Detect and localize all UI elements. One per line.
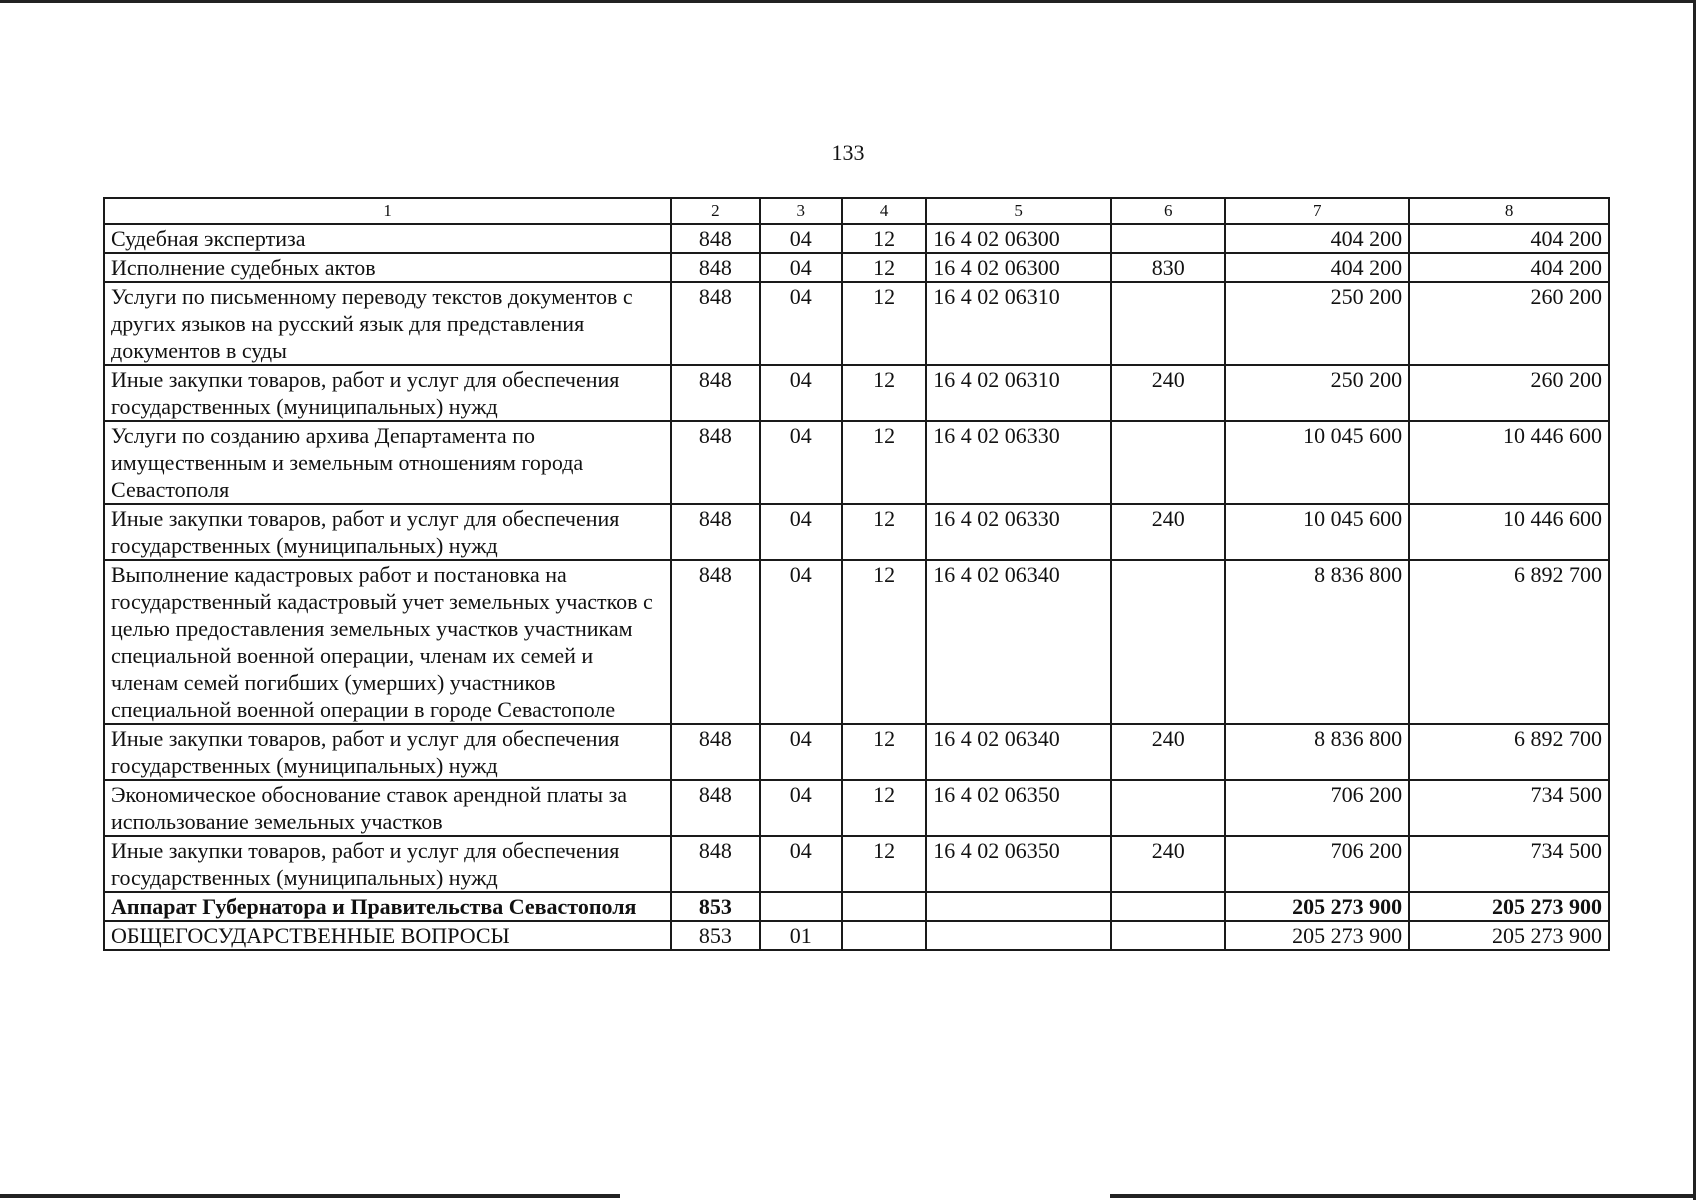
- target-article-cell: 16 4 02 06330: [926, 504, 1111, 560]
- column-header: 6: [1111, 198, 1225, 224]
- section-cell: 04: [760, 836, 842, 892]
- column-header: 2: [671, 198, 759, 224]
- code-cell: 848: [671, 365, 759, 421]
- amount-year1-cell: 8 836 800: [1225, 724, 1409, 780]
- code-cell: 848: [671, 253, 759, 282]
- section-cell: 01: [760, 921, 842, 950]
- expense-type-cell: 240: [1111, 365, 1225, 421]
- expense-type-cell: [1111, 560, 1225, 724]
- amount-year2-cell: 205 273 900: [1409, 921, 1609, 950]
- table-row: [104, 224, 1609, 253]
- code-cell: 848: [671, 724, 759, 780]
- expense-type-cell: 240: [1111, 724, 1225, 780]
- amount-year2-cell: 734 500: [1409, 836, 1609, 892]
- section-cell: 04: [760, 224, 842, 253]
- subsection-cell: 12: [842, 421, 926, 504]
- target-article-cell: 16 4 02 06330: [926, 421, 1111, 504]
- column-header: 3: [760, 198, 842, 224]
- row-name-cell: Услуги по письменному переводу текстов документов с других языков на русский язык для представления документов в суды: [104, 282, 671, 365]
- amount-year2-cell: 6 892 700: [1409, 560, 1609, 724]
- code-cell: 848: [671, 780, 759, 836]
- amount-year2-cell: 205 273 900: [1409, 892, 1609, 921]
- row-name-cell: Иные закупки товаров, работ и услуг для обеспечения государственных (муниципальных) нужд: [104, 836, 671, 892]
- table-row: [104, 365, 1609, 421]
- target-article-cell: [926, 892, 1111, 921]
- section-cell: 04: [760, 253, 842, 282]
- table-row: [104, 724, 1609, 780]
- row-name-cell: Аппарат Губернатора и Правительства Севастополя: [104, 892, 671, 921]
- amount-year1-cell: 8 836 800: [1225, 560, 1409, 724]
- table-row: [104, 504, 1609, 560]
- expense-type-cell: [1111, 921, 1225, 950]
- column-header: 1: [104, 198, 671, 224]
- row-name-cell: ОБЩЕГОСУДАРСТВЕННЫЕ ВОПРОСЫ: [104, 921, 671, 950]
- target-article-cell: [926, 921, 1111, 950]
- amount-year2-cell: 10 446 600: [1409, 421, 1609, 504]
- expense-type-cell: [1111, 224, 1225, 253]
- table-row: [104, 836, 1609, 892]
- subsection-cell: 12: [842, 560, 926, 724]
- section-cell: 04: [760, 560, 842, 724]
- expense-type-cell: [1111, 282, 1225, 365]
- table-row: [104, 253, 1609, 282]
- code-cell: 848: [671, 560, 759, 724]
- amount-year1-cell: 10 045 600: [1225, 421, 1409, 504]
- page-border-top: [0, 0, 1696, 3]
- expense-type-cell: [1111, 780, 1225, 836]
- budget-table: [103, 197, 1610, 951]
- row-name-cell: Услуги по созданию архива Департамента по имущественным и земельным отношениям города Севастополя: [104, 421, 671, 504]
- target-article-cell: 16 4 02 06310: [926, 282, 1111, 365]
- row-name-cell: Выполнение кадастровых работ и постановка на государственный кадастровый учет земельных участков с целью предоставления земельных участков участникам специальной военной операции, членам их семей и членам семей погибших (умерших) участников специальной военной операции в городе Севастополе: [104, 560, 671, 724]
- subsection-cell: 12: [842, 724, 926, 780]
- row-name-cell: Исполнение судебных актов: [104, 253, 671, 282]
- code-cell: 848: [671, 504, 759, 560]
- subsection-cell: 12: [842, 282, 926, 365]
- amount-year1-cell: 205 273 900: [1225, 892, 1409, 921]
- expense-type-cell: [1111, 892, 1225, 921]
- page-border-bottom-right: [1110, 1194, 1696, 1198]
- target-article-cell: 16 4 02 06340: [926, 724, 1111, 780]
- amount-year1-cell: 10 045 600: [1225, 504, 1409, 560]
- code-cell: 853: [671, 921, 759, 950]
- section-cell: 04: [760, 504, 842, 560]
- table-header-row: [104, 198, 1609, 224]
- section-cell: 04: [760, 780, 842, 836]
- amount-year2-cell: 260 200: [1409, 365, 1609, 421]
- subsection-cell: [842, 921, 926, 950]
- amount-year2-cell: 734 500: [1409, 780, 1609, 836]
- table-row: [104, 892, 1609, 921]
- table-row: [104, 560, 1609, 724]
- table-row: [104, 282, 1609, 365]
- subsection-cell: [842, 892, 926, 921]
- amount-year2-cell: 404 200: [1409, 224, 1609, 253]
- section-cell: 04: [760, 365, 842, 421]
- page-border-bottom-left: [0, 1194, 620, 1198]
- section-cell: 04: [760, 421, 842, 504]
- row-name-cell: Иные закупки товаров, работ и услуг для обеспечения государственных (муниципальных) нужд: [104, 365, 671, 421]
- page-number: 133: [831, 140, 865, 165]
- section-cell: [760, 892, 842, 921]
- target-article-cell: 16 4 02 06340: [926, 560, 1111, 724]
- row-name-cell: Иные закупки товаров, работ и услуг для обеспечения государственных (муниципальных) нужд: [104, 504, 671, 560]
- column-header: 5: [926, 198, 1111, 224]
- table-body: [104, 224, 1609, 950]
- subsection-cell: 12: [842, 836, 926, 892]
- amount-year1-cell: 205 273 900: [1225, 921, 1409, 950]
- code-cell: 848: [671, 836, 759, 892]
- code-cell: 848: [671, 224, 759, 253]
- expense-type-cell: 240: [1111, 504, 1225, 560]
- target-article-cell: 16 4 02 06350: [926, 780, 1111, 836]
- subsection-cell: 12: [842, 504, 926, 560]
- target-article-cell: 16 4 02 06300: [926, 224, 1111, 253]
- row-name-cell: Экономическое обоснование ставок арендной платы за использование земельных участков: [104, 780, 671, 836]
- target-article-cell: 16 4 02 06350: [926, 836, 1111, 892]
- table-row: [104, 780, 1609, 836]
- table-row: [104, 921, 1609, 950]
- amount-year2-cell: 10 446 600: [1409, 504, 1609, 560]
- subsection-cell: 12: [842, 780, 926, 836]
- amount-year2-cell: 6 892 700: [1409, 724, 1609, 780]
- expense-type-cell: 830: [1111, 253, 1225, 282]
- section-cell: 04: [760, 724, 842, 780]
- subsection-cell: 12: [842, 253, 926, 282]
- amount-year1-cell: 250 200: [1225, 282, 1409, 365]
- subsection-cell: 12: [842, 224, 926, 253]
- table-row: [104, 421, 1609, 504]
- amount-year2-cell: 260 200: [1409, 282, 1609, 365]
- target-article-cell: 16 4 02 06300: [926, 253, 1111, 282]
- section-cell: 04: [760, 282, 842, 365]
- amount-year1-cell: 250 200: [1225, 365, 1409, 421]
- amount-year1-cell: 706 200: [1225, 780, 1409, 836]
- code-cell: 853: [671, 892, 759, 921]
- amount-year2-cell: 404 200: [1409, 253, 1609, 282]
- code-cell: 848: [671, 421, 759, 504]
- column-header: 4: [842, 198, 926, 224]
- subsection-cell: 12: [842, 365, 926, 421]
- expense-type-cell: 240: [1111, 836, 1225, 892]
- target-article-cell: 16 4 02 06310: [926, 365, 1111, 421]
- amount-year1-cell: 404 200: [1225, 253, 1409, 282]
- amount-year1-cell: 404 200: [1225, 224, 1409, 253]
- row-name-cell: Иные закупки товаров, работ и услуг для обеспечения государственных (муниципальных) нужд: [104, 724, 671, 780]
- code-cell: 848: [671, 282, 759, 365]
- row-name-cell: Судебная экспертиза: [104, 224, 671, 253]
- expense-type-cell: [1111, 421, 1225, 504]
- column-header: 8: [1409, 198, 1609, 224]
- amount-year1-cell: 706 200: [1225, 836, 1409, 892]
- column-header: 7: [1225, 198, 1409, 224]
